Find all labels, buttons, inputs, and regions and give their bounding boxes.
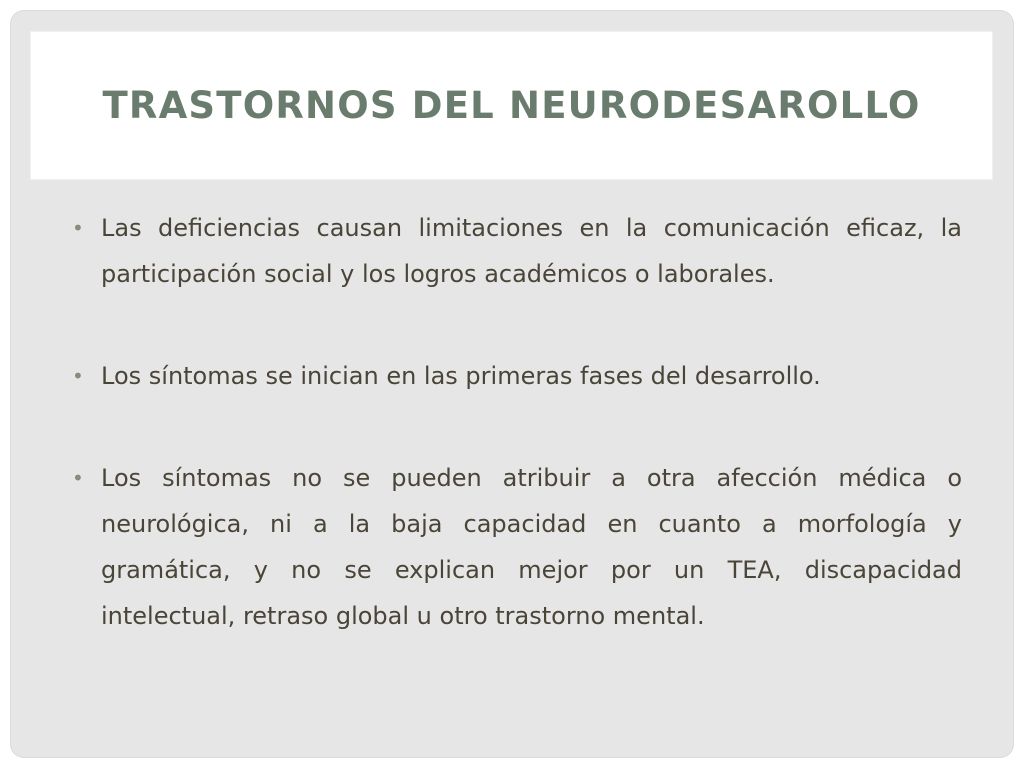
slide-body bbox=[72, 205, 962, 639]
bullet-item bbox=[72, 455, 962, 639]
bullet-list bbox=[72, 205, 962, 639]
bullet-item bbox=[72, 353, 962, 399]
bullet-text: Los síntomas no se pueden atribuir a otra afección médica o neurológica, ni a la baja capacidad en cuanto a morfología y gramática, y no se explican mejor por un TEA, discapacidad intelectual, retraso global u otro trastorno mental. bbox=[101, 464, 962, 630]
bullet-dot-icon: • bbox=[72, 364, 84, 388]
bullet-dot-icon: • bbox=[72, 216, 84, 240]
bullet-item bbox=[72, 205, 962, 297]
slide-title: TRASTORNOS DEL NEURODESAROLLO bbox=[102, 84, 921, 127]
bullet-dot-icon: • bbox=[72, 466, 84, 490]
bullet-text: Los síntomas se inician en las primeras fases del desarrollo. bbox=[101, 362, 821, 390]
bullet-text: Las deficiencias causan limitaciones en la comunicación eficaz, la participación social y los logros académicos o laborales. bbox=[101, 214, 962, 288]
title-placeholder bbox=[30, 31, 993, 180]
